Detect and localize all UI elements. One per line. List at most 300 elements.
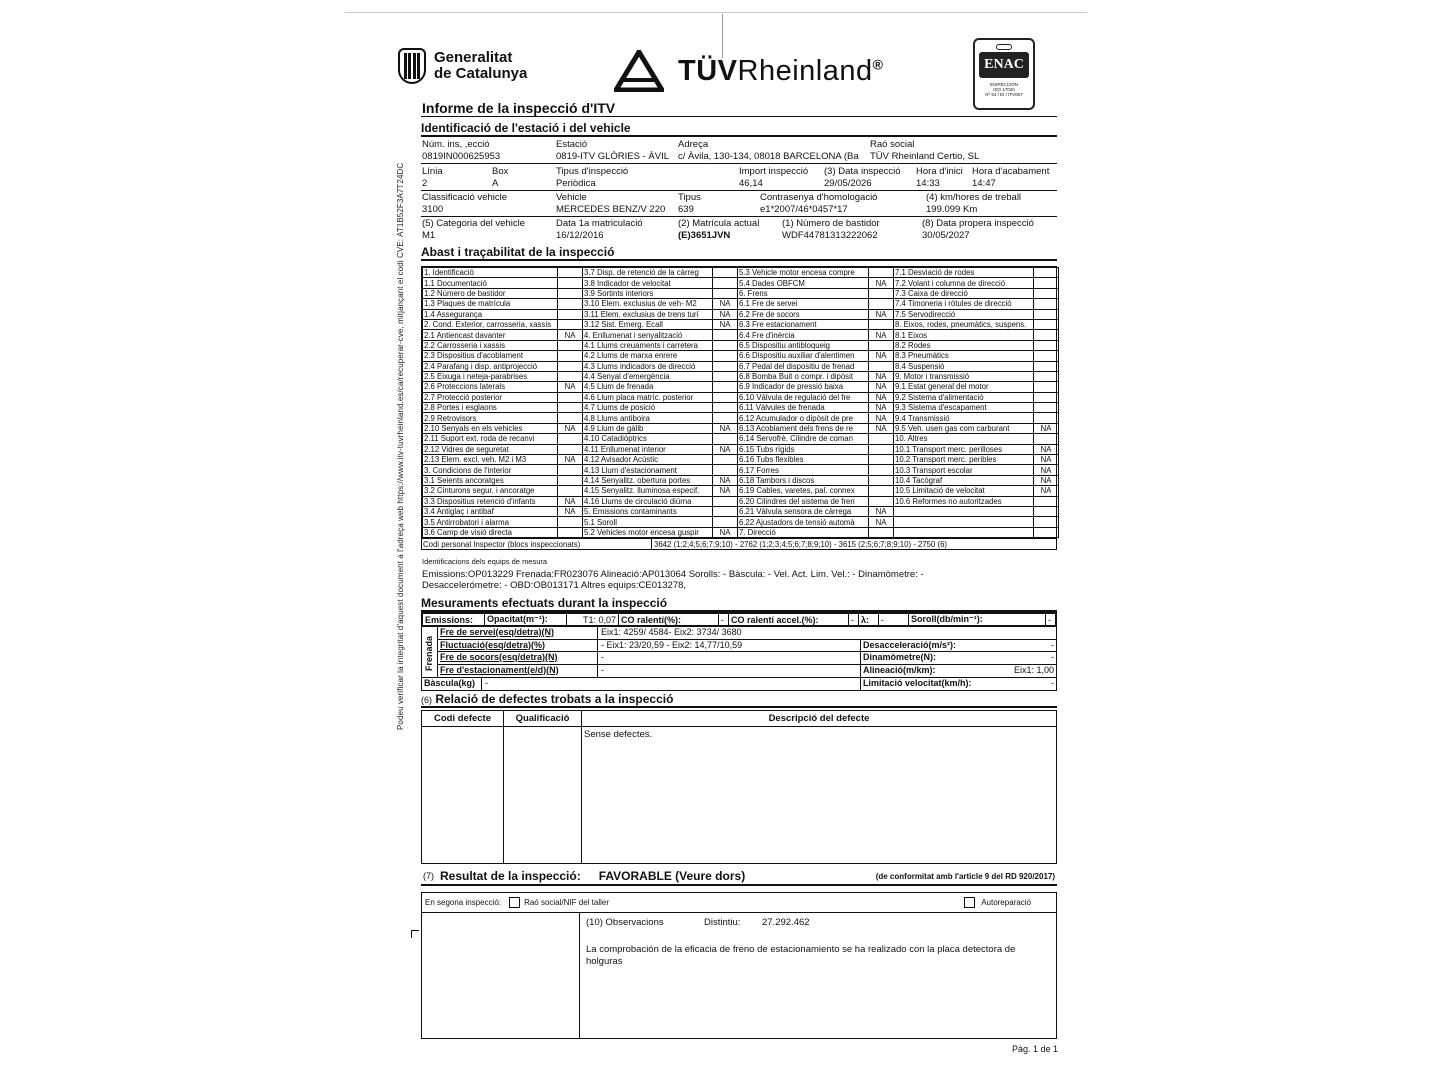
equips-line2: Desaccelerómetre: - OBD:OB013171 Altres equips:CE013278, bbox=[422, 580, 687, 591]
scope-item: 3.9 Sortints interiors bbox=[583, 288, 713, 298]
scope-status bbox=[1034, 340, 1059, 350]
box-value: A bbox=[492, 178, 499, 189]
next-insp-label: (8) Data propera inspecció bbox=[922, 218, 1034, 229]
scope-item: 3.4 Antiglaç i antibaf bbox=[423, 506, 558, 516]
scope-item: 4. Enllumenat i senyalització bbox=[583, 330, 713, 340]
scope-status bbox=[1034, 288, 1059, 298]
scope-row bbox=[423, 455, 1059, 465]
scope-status: NA bbox=[869, 278, 894, 288]
scope-item: 4.10 Catadiòptrics bbox=[583, 434, 713, 444]
scope-status: NA bbox=[869, 309, 894, 319]
inspection-scope-grid bbox=[421, 266, 1057, 550]
scope-item: 8.3 Pneumàtics bbox=[894, 351, 1034, 361]
km-value: 199.099 Km bbox=[926, 204, 978, 215]
scope-item: 3.1 Seients ancoratges bbox=[423, 475, 558, 485]
scope-status bbox=[1034, 299, 1059, 309]
title-underline bbox=[421, 116, 1057, 117]
line-label: Línia bbox=[422, 166, 443, 177]
defects-num: (6) bbox=[421, 695, 432, 705]
scope-status: NA bbox=[869, 413, 894, 423]
homolog-value: e1*2007/46*0457*17 bbox=[760, 204, 848, 215]
scope-status bbox=[558, 392, 583, 402]
result-row bbox=[421, 868, 1057, 886]
scope-item: 6.9 Indicador de pressió baixa bbox=[738, 382, 869, 392]
result-value: FAVORABLE (Veure dors) bbox=[598, 869, 746, 883]
obs-text: La comprobación de la eficacia de freno de estacionamiento se ha realizado con la placa detectora de holguras bbox=[586, 944, 1016, 967]
defect-desc-value: Sense defectes. bbox=[584, 729, 653, 740]
type-label: Tipus bbox=[678, 192, 701, 203]
scope-item: 2.1 Antiencast davanter bbox=[423, 330, 558, 340]
tuv-triangle-icon bbox=[614, 50, 664, 92]
equips-line1: Emissions:OP013229 Frenada:FR023076 Alineació:AP013064 Sorolls: - Bàscula: - Vel. Act. Lim. Vel.: - Dinamòmetre: - bbox=[422, 569, 924, 580]
class-value: 3100 bbox=[422, 204, 444, 215]
measure-section-title: Mesuraments efectuats durant la inspecció bbox=[421, 596, 1057, 612]
scope-item: 2.12 Vidres de seguretat bbox=[423, 444, 558, 454]
first-reg-value: 16/12/2016 bbox=[556, 230, 604, 241]
alignment-label: Alineació(m/km): bbox=[863, 664, 936, 675]
scope-item: 1. Identificació bbox=[423, 268, 558, 278]
scope-item: 10.1 Transport merc. perilloses bbox=[894, 444, 1034, 454]
ident-divider-3 bbox=[421, 216, 1057, 217]
plate-label: (2) Matrícula actual bbox=[678, 218, 760, 229]
scope-item: 6.3 Fre estacionament bbox=[738, 319, 869, 329]
scope-status bbox=[1034, 361, 1059, 371]
scope-row bbox=[423, 517, 1059, 527]
generalitat-logo bbox=[398, 48, 527, 84]
scope-row bbox=[423, 268, 1059, 278]
badge-label: Distintiu: bbox=[704, 917, 741, 928]
tuv-light: Rheinland bbox=[737, 54, 873, 87]
scope-status: NA bbox=[869, 517, 894, 527]
scope-item: 3.2 Cinturons segur. i ancoratge bbox=[423, 486, 558, 496]
result-num: (7) bbox=[423, 871, 434, 881]
scope-item: 3.6 Camp de visió directa bbox=[423, 527, 558, 537]
braking-label: Frenada bbox=[424, 635, 434, 671]
scope-status: NA bbox=[558, 496, 583, 506]
scope-item: 6.15 Tubs rígids bbox=[738, 444, 869, 454]
scope-status bbox=[713, 288, 738, 298]
scope-item: 4.8 Llums antiboira bbox=[583, 413, 713, 423]
scope-status bbox=[558, 403, 583, 413]
scope-status bbox=[1034, 527, 1059, 537]
scope-status bbox=[869, 496, 894, 506]
scope-item bbox=[894, 506, 1034, 516]
company-value: TÜV Rheinland Certio, SL bbox=[870, 151, 980, 162]
scope-status: NA bbox=[1034, 475, 1059, 485]
scope-status bbox=[713, 517, 738, 527]
scope-status: NA bbox=[713, 486, 738, 496]
homolog-label: Contrasenya d'homologació bbox=[760, 192, 878, 203]
service-brake-label: Fre de servei(esq/detra)(N) bbox=[438, 627, 598, 639]
scope-item: 4.11 Enllumenat interior bbox=[583, 444, 713, 454]
date-value: 29/05/2026 bbox=[824, 178, 872, 189]
scope-item: 6.12 Acumulador o dipòsit de pre bbox=[738, 413, 869, 423]
scale-label: Bàscula(kg) bbox=[422, 678, 482, 690]
scope-status bbox=[1034, 392, 1059, 402]
scope-item: 6.2 Fre de socors bbox=[738, 309, 869, 319]
scope-status bbox=[558, 268, 583, 278]
scope-item: 10.5 Limitació de velocitat bbox=[894, 486, 1034, 496]
scope-item: 2.11 Suport ext. roda de recanvi bbox=[423, 434, 558, 444]
scope-row bbox=[423, 434, 1059, 444]
scope-row bbox=[423, 309, 1059, 319]
scope-item: 2. Cond. Exterior, carrosseria, xassis bbox=[423, 319, 558, 329]
scope-status bbox=[558, 309, 583, 319]
category-label: (5) Categoria del vehicle bbox=[422, 218, 525, 229]
end-label: Hora d'acabament bbox=[972, 166, 1050, 177]
scope-item: 6.4 Fre d'inèrcia bbox=[738, 330, 869, 340]
scope-item: 6.17 Forres bbox=[738, 465, 869, 475]
class-label: Classificació vehicle bbox=[422, 192, 508, 203]
scope-item: 5.2 Vehicles motor encesa guspir bbox=[583, 527, 713, 537]
badge-value: 27.292.462 bbox=[762, 917, 810, 928]
scope-status: NA bbox=[713, 527, 738, 537]
vehicle-label: Vehicle bbox=[556, 192, 587, 203]
scope-status bbox=[558, 371, 583, 381]
scope-status: NA bbox=[713, 423, 738, 433]
scope-status bbox=[869, 268, 894, 278]
scope-item: 1.3 Plaques de matrícula bbox=[423, 299, 558, 309]
scope-status: NA bbox=[869, 403, 894, 413]
scope-status: NA bbox=[558, 330, 583, 340]
scope-status bbox=[713, 371, 738, 381]
co-idle-label: CO ralentí(%): bbox=[619, 614, 719, 626]
ident-divider-1 bbox=[421, 163, 1057, 164]
scope-status bbox=[1034, 496, 1059, 506]
noise-label: Soroll(db/min⁻¹): bbox=[909, 614, 1046, 626]
scope-status bbox=[869, 299, 894, 309]
km-label: (4) km/hores de treball bbox=[926, 192, 1022, 203]
scope-row bbox=[423, 382, 1059, 392]
scope-status bbox=[713, 278, 738, 288]
scope-status bbox=[869, 434, 894, 444]
scope-item: 4.9 Llum de gàlib bbox=[583, 423, 713, 433]
scope-status bbox=[713, 413, 738, 423]
scope-item: 9.2 Sistema d'alimentació bbox=[894, 392, 1034, 402]
scope-item: 6.21 Vàlvula sensora de càrrega bbox=[738, 506, 869, 516]
scope-item: 6.5 Dispositiu antibloqueig bbox=[738, 340, 869, 350]
scope-item: 6.16 Tubs flexibles bbox=[738, 455, 869, 465]
scope-item: 7.3 Caixa de direcció bbox=[894, 288, 1034, 298]
decel-value: - bbox=[1051, 639, 1054, 650]
scope-status bbox=[869, 527, 894, 537]
type-value: 639 bbox=[678, 204, 694, 215]
enac-sub-3: Nº 54 / EI / ITV067 bbox=[985, 92, 1023, 97]
abast-section-title: Abast i traçabilitat de la inspecció bbox=[421, 245, 1057, 261]
scope-row bbox=[423, 392, 1059, 402]
defect-code-header: Codi defecte bbox=[422, 711, 504, 726]
scope-status bbox=[1034, 330, 1059, 340]
scope-item: 7. Direcció bbox=[738, 527, 869, 537]
scope-status: NA bbox=[713, 319, 738, 329]
scope-status bbox=[1034, 413, 1059, 423]
scope-row bbox=[423, 444, 1059, 454]
service-brake-value: Eix1: 4259/ 4584- Eix2: 3734/ 3680 bbox=[601, 627, 742, 637]
scope-status: NA bbox=[869, 371, 894, 381]
scope-item: 9.1 Estat general del motor bbox=[894, 382, 1034, 392]
dyno-label: Dinamòmetre(N): bbox=[863, 652, 937, 662]
scope-item: 9.4 Transmissió bbox=[894, 413, 1034, 423]
scope-status bbox=[558, 351, 583, 361]
scope-item: 10. Altres bbox=[894, 434, 1034, 444]
fluctuation-value: - Eix1: 23/20,59 - Eix2: 14,77/10,59 bbox=[601, 639, 743, 650]
defects-section-title: Relació de defectes trobats a la inspecció bbox=[435, 692, 674, 706]
scope-item: 3.10 Elem. exclusius de veh- M2 bbox=[583, 299, 713, 309]
insp-type-label: Tipus d'inspecció bbox=[556, 166, 629, 177]
scope-status bbox=[713, 361, 738, 371]
defect-desc-header: Descripció del defecte bbox=[768, 713, 870, 724]
page-number: Pàg. 1 de 1 bbox=[1012, 1044, 1059, 1054]
scope-row bbox=[423, 288, 1059, 298]
self-repair-checkbox[interactable] bbox=[964, 897, 975, 908]
scope-row bbox=[423, 475, 1059, 485]
scale-value: - bbox=[485, 678, 488, 688]
scope-status bbox=[558, 340, 583, 350]
scope-item: 1.4 Assegurança bbox=[423, 309, 558, 319]
scope-row bbox=[423, 465, 1059, 475]
scope-status: NA bbox=[1034, 444, 1059, 454]
scope-item: 4.12 Avisador Acústic bbox=[583, 455, 713, 465]
workshop-label: Raó social/NIF del taller bbox=[524, 898, 609, 907]
generalitat-line1: Generalitat bbox=[434, 49, 513, 66]
scope-item: 6.14 Servofrè. Cilindre de coman bbox=[738, 434, 869, 444]
scope-item: 6.10 Vàlvula de regulació del fre bbox=[738, 392, 869, 402]
scope-row bbox=[423, 486, 1059, 496]
scope-status bbox=[558, 413, 583, 423]
address-label: Adreça bbox=[678, 139, 709, 150]
tuv-bold: TÜV bbox=[678, 54, 738, 87]
scope-status bbox=[558, 361, 583, 371]
start-value: 14:33 bbox=[916, 178, 940, 189]
scope-row bbox=[423, 278, 1059, 288]
scope-status: NA bbox=[869, 351, 894, 361]
scope-item: 7.1 Desviació de rodes bbox=[894, 268, 1034, 278]
result-note: (de conformitat amb l'article 9 del RD 920/2017) bbox=[875, 871, 1055, 881]
scope-status: NA bbox=[558, 455, 583, 465]
scope-status bbox=[713, 351, 738, 361]
scope-item: 4.7 Llums de posició bbox=[583, 403, 713, 413]
scope-item: 2.10 Senyals en els vehicles bbox=[423, 423, 558, 433]
emissions-label: Emissions: bbox=[423, 614, 485, 626]
scope-item: 4.1 Llums creuaments i carretera bbox=[583, 340, 713, 350]
scope-item: 1.1 Documentació bbox=[423, 278, 558, 288]
scope-item: 10.3 Transport escolar bbox=[894, 465, 1034, 475]
scope-status: NA bbox=[869, 382, 894, 392]
scope-status bbox=[713, 340, 738, 350]
alignment-value: Eix1: 1,00 bbox=[1013, 664, 1054, 675]
scope-item: 10.2 Transport merc. peribles bbox=[894, 455, 1034, 465]
scope-status bbox=[869, 361, 894, 371]
scope-row bbox=[423, 413, 1059, 423]
scope-status bbox=[869, 444, 894, 454]
enac-logo: ENAC bbox=[979, 52, 1029, 78]
scope-item: 5.4 Dades OBFCM bbox=[738, 278, 869, 288]
scope-status: NA bbox=[713, 309, 738, 319]
scope-row bbox=[423, 340, 1059, 350]
scope-status bbox=[869, 319, 894, 329]
scope-status bbox=[558, 527, 583, 537]
scope-row bbox=[423, 361, 1059, 371]
insp-type-value: Periòdica bbox=[556, 178, 596, 189]
scope-status bbox=[869, 475, 894, 485]
scope-item: 8.4 Suspensió bbox=[894, 361, 1034, 371]
scope-item: 7.5 Servodirecció bbox=[894, 309, 1034, 319]
verification-side-text: Podeu verificar la integritat d'aquest document a l'adreça web https://www.itv-tuvrheinland.es/ca/recuperar-cve, mitjançant el codi CVE: AT1B52F3A7T24DC bbox=[396, 162, 405, 730]
noise-value: - bbox=[1046, 614, 1056, 626]
scope-status bbox=[558, 434, 583, 444]
scope-item: 6.7 Pedal del dispositiu de frenad bbox=[738, 361, 869, 371]
scope-status bbox=[713, 403, 738, 413]
scope-status bbox=[1034, 371, 1059, 381]
scope-row bbox=[423, 299, 1059, 309]
second-insp-checkbox[interactable] bbox=[509, 897, 520, 908]
tuv-logo bbox=[614, 50, 883, 92]
scope-item: 4.3 Llums indicadors de direcció bbox=[583, 361, 713, 371]
scope-status bbox=[1034, 517, 1059, 527]
scope-item: 6.22 Ajustadors de tensió automà bbox=[738, 517, 869, 527]
tuv-registered: ® bbox=[872, 55, 884, 72]
ident-section-title: Identificació de l'estació i del vehicle bbox=[421, 121, 1057, 137]
scope-item: 5.3 Vehicle motor encesa compre bbox=[738, 268, 869, 278]
scope-status bbox=[558, 475, 583, 485]
plate-value: (E)3651JVN bbox=[678, 230, 731, 241]
end-value: 14:47 bbox=[972, 178, 996, 189]
scope-item: 2.3 Dispositius d'acoblament bbox=[423, 351, 558, 361]
start-label: Hora d'inici bbox=[916, 166, 963, 177]
page-title: Informe de la inspecció d'ITV bbox=[422, 100, 616, 116]
generalitat-emblem-icon bbox=[398, 48, 426, 84]
scope-status: NA bbox=[1034, 465, 1059, 475]
scope-status bbox=[558, 517, 583, 527]
scope-row bbox=[423, 403, 1059, 413]
scope-status bbox=[1034, 403, 1059, 413]
date-label: (3) Data inspecció bbox=[824, 166, 901, 177]
co-accel-value: - bbox=[849, 614, 859, 626]
scope-status bbox=[713, 506, 738, 516]
scope-status bbox=[869, 340, 894, 350]
line-value: 2 bbox=[422, 178, 428, 189]
fluctuation-label: Fluctuació(esq/detra)(%) bbox=[438, 640, 598, 652]
scope-item: 3.12 Sist. Emerg. Ecall bbox=[583, 319, 713, 329]
station-value: 0819-ITV GLÒRIES - ÀVIL bbox=[556, 151, 669, 162]
scope-row bbox=[423, 319, 1059, 329]
box-label: Box bbox=[492, 166, 509, 177]
inspector-code-value: 3642 (1;2;4;5;6;7;9;10) - 2762 (1;2;3;4;5;6;7;8;9;10) - 3615 (2;5;6;7;8;9;10) - 2750 (6) bbox=[654, 540, 948, 550]
scope-status bbox=[713, 434, 738, 444]
decel-label: Desacceleració(m/s²): bbox=[863, 639, 957, 650]
scope-item: 5.1 Soroll bbox=[583, 517, 713, 527]
second-insp-label: En segona inspecció: bbox=[425, 898, 502, 907]
vin-value: WDF44781313222062 bbox=[782, 230, 878, 241]
generalitat-line2: de Catalunya bbox=[434, 65, 528, 82]
scope-item: 3.7 Disp. de retenció de la càrreg bbox=[583, 268, 713, 278]
scope-item: 2.7 Protecció posterior bbox=[423, 392, 558, 402]
scope-status bbox=[713, 392, 738, 402]
scope-item: 3.5 Antirrobatori i alarma bbox=[423, 517, 558, 527]
enac-sub-1: INSPECCIÓN bbox=[989, 82, 1018, 87]
company-label: Raó social bbox=[870, 139, 915, 150]
scope-status: NA bbox=[1034, 486, 1059, 496]
scope-item: 2.5 Eixuga i neteja-parabrises bbox=[423, 371, 558, 381]
equips-label: Identificacions dels equips de mesura bbox=[422, 557, 548, 566]
address-value: c/ Àvila, 130-134, 08018 BARCELONA (Ba bbox=[678, 151, 859, 162]
opacity-value: T1: 0,07 bbox=[567, 614, 619, 626]
scope-status bbox=[713, 465, 738, 475]
scope-status: NA bbox=[869, 392, 894, 402]
enac-seal bbox=[973, 38, 1035, 110]
scope-status bbox=[558, 278, 583, 288]
scope-status: NA bbox=[1034, 423, 1059, 433]
scope-item: 4.16 Llums de circulació diürna bbox=[583, 496, 713, 506]
scope-status bbox=[558, 486, 583, 496]
scope-item: 6.1 Fre de servei bbox=[738, 299, 869, 309]
dyno-value: - bbox=[1051, 652, 1054, 662]
scope-item: 6.20 Cilindres del sistema de fren bbox=[738, 496, 869, 506]
lambda-label: λ: bbox=[859, 614, 879, 626]
scope-item: 4.13 Llum d'estacionament bbox=[583, 465, 713, 475]
scope-item: 8.1 Eixos bbox=[894, 330, 1034, 340]
scope-item: 6.11 Vàlvules de frenada bbox=[738, 403, 869, 413]
scope-status bbox=[1034, 382, 1059, 392]
scope-status: NA bbox=[558, 382, 583, 392]
ident-divider-2 bbox=[421, 190, 1057, 191]
scope-status bbox=[1034, 351, 1059, 361]
emergency-brake-label: Fre de socors(esq/detra)(N) bbox=[438, 652, 598, 664]
scope-status: NA bbox=[869, 423, 894, 433]
scope-item: 4.4 Senyal d'emergència bbox=[583, 371, 713, 381]
scope-item: 2.6 Proteccions laterals bbox=[423, 382, 558, 392]
measurements-table bbox=[421, 612, 1057, 691]
scope-row bbox=[423, 496, 1059, 506]
scope-item: 4.2 Llums de marxa enrere bbox=[583, 351, 713, 361]
inspector-code-label: Codi personal Inspector (blocs inspeccionats) bbox=[422, 539, 652, 549]
emergency-brake-value: - bbox=[601, 652, 604, 662]
parking-brake-value: - bbox=[601, 664, 604, 675]
scope-status bbox=[558, 288, 583, 298]
num-label: Núm. ins, ,ecció bbox=[422, 139, 490, 150]
scope-row bbox=[423, 423, 1059, 433]
scope-item: 8.2 Rodes bbox=[894, 340, 1034, 350]
scope-status bbox=[713, 496, 738, 506]
self-repair-label: Autoreparació bbox=[981, 898, 1031, 907]
scope-item: 6.18 Tambors i discos bbox=[738, 475, 869, 485]
scope-status bbox=[713, 455, 738, 465]
scope-row bbox=[423, 371, 1059, 381]
scope-item: 10.4 Tacògraf bbox=[894, 475, 1034, 485]
scope-item bbox=[894, 527, 1034, 537]
scope-item: 2.2 Carrosseria i xassis bbox=[423, 340, 558, 350]
scope-item: 4.14 Senyalitz. obertura portes bbox=[583, 475, 713, 485]
scope-status: NA bbox=[713, 299, 738, 309]
scope-item bbox=[894, 517, 1034, 527]
top-scan-line bbox=[345, 12, 1087, 13]
speed-limit-value: - bbox=[1051, 678, 1054, 688]
scope-status bbox=[1034, 319, 1059, 329]
scope-status: NA bbox=[869, 330, 894, 340]
scope-item: 2.4 Parafang i disp. antiprojecció bbox=[423, 361, 558, 371]
scope-item: 3. Condicions de l'interior bbox=[423, 465, 558, 475]
scope-status bbox=[558, 465, 583, 475]
scope-row bbox=[423, 506, 1059, 516]
scope-item: 3.3 Dispositius retenció d'infants bbox=[423, 496, 558, 506]
scope-item: 2.9 Retrovisors bbox=[423, 413, 558, 423]
scope-item: 6.6 Dispositiu auxiliar d'alentimen bbox=[738, 351, 869, 361]
scope-status bbox=[1034, 434, 1059, 444]
scope-status: NA bbox=[558, 423, 583, 433]
obs-label: (10) Observacions bbox=[586, 917, 664, 928]
observations-box bbox=[421, 892, 1057, 1039]
scope-status: NA bbox=[558, 506, 583, 516]
